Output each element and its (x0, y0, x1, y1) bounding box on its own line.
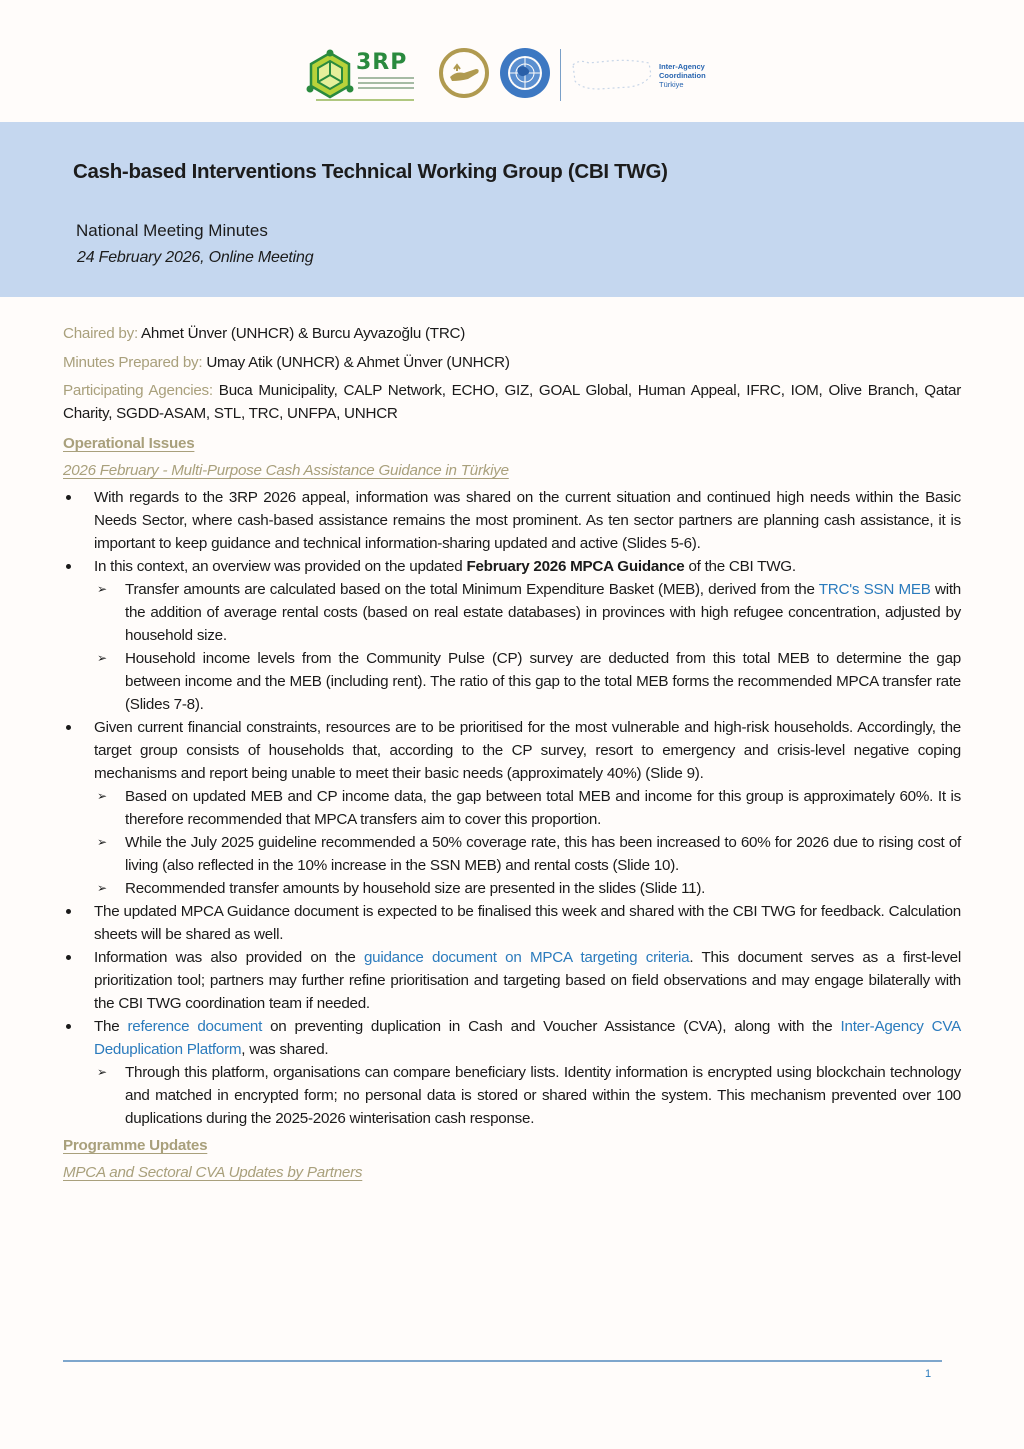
prepared-by-value: Umay Atik (UNHCR) & Ahmet Ünver (UNHCR) (202, 354, 510, 371)
mpca-guidance-sublist (94, 578, 961, 716)
bullet-text: , was shared. (241, 1041, 329, 1058)
sub-bullet-text: Based on updated MEB and CP income data, the gap between total MEB and income for this group is approximately 60%. It is therefore recommended that MPCA transfers aim to cover this proportion. (125, 788, 961, 828)
prepared-by-line (63, 351, 961, 374)
turkiye-map-icon (569, 55, 655, 95)
section-heading-programme-updates: Programme Updates (63, 1137, 208, 1154)
bullet-3rp-appeal (63, 486, 961, 555)
operational-issues-list (63, 486, 961, 1130)
chaired-by-line (63, 322, 961, 345)
bullet-targeting-criteria (63, 946, 961, 1015)
trc-hands-icon (438, 47, 490, 99)
bullet-text: In this context, an overview was provided on the updated (94, 558, 467, 575)
iac-wordmark (659, 62, 706, 89)
bullet-text: . This document serves as a first-level prioritization tool; partners may further refine prioritisation and targeting based on field observations and may engage bilaterally with the CBI TWG coordination team if needed. (94, 949, 961, 1012)
un-logo (496, 46, 554, 105)
iac-line-3: Türkiye (659, 79, 684, 89)
un-emblem-icon (496, 46, 554, 100)
3rp-footer-strip (316, 99, 414, 101)
chaired-by-label: Chaired by: (63, 325, 138, 342)
sub-bullet-text: Household income levels from the Community Pulse (CP) survey are deducted from this total MEB to determine the gap between income and the MEB (including rent). The ratio of this gap to the total MEB forms the recommended MPCA transfer rate (Slides 7-8). (125, 650, 961, 713)
3rp-wordmark: 3RP (356, 50, 408, 75)
bullet-mpca-guidance-overview (63, 555, 961, 716)
bullet-deduplication (63, 1015, 961, 1130)
bullet-text: Information was also provided on the (94, 949, 364, 966)
sub-bullet-platform-details (94, 1061, 961, 1130)
financial-constraints-sublist (94, 785, 961, 900)
bullet-text: Given current financial constraints, resources are to be prioritised for the most vulnerable and high-risk households. Accordingly, the target group consists of households that, according to the CP survey, resort to emergency and crisis-level negative coping mechanisms and report being unable to meet their basic needs (approximately 40%) (Slide 9). (94, 719, 961, 782)
sub-bullet-text: with the addition of average rental costs (based on real estate databases) in provinces with high refugee concentration, adjusted by household size. (125, 581, 962, 644)
bullet-text: on preventing duplication in Cash and Voucher Assistance (CVA), along with the (262, 1018, 841, 1035)
bullet-guidance-finalisation (63, 900, 961, 946)
3rp-logo (306, 44, 422, 106)
subheading-partner-updates: MPCA and Sectoral CVA Updates by Partners (63, 1164, 363, 1181)
logo-bar (306, 42, 726, 108)
inter-agency-coordination-logo (569, 55, 706, 95)
reference-document-link[interactable]: reference document (127, 1018, 263, 1035)
iac-line-1: Inter-Agency (659, 61, 705, 71)
chaired-by-value: Ahmet Ünver (UNHCR) & Burcu Ayvazoğlu (TRC) (137, 325, 466, 342)
trc-ssn-meb-link[interactable]: TRC's SSN MEB (818, 581, 931, 598)
trc-logo (438, 47, 490, 104)
bullet-text: The (94, 1018, 128, 1035)
sub-bullet-text: While the July 2025 guideline recommended a 50% coverage rate, this has been increased to 60% for 2026 due to rising cost of living (also reflected in the 10% increase in the SSN MEB) and rental costs (Slide 10). (125, 834, 961, 874)
sub-bullet-text: Through this platform, organisations can compare beneficiary lists. Identity information is encrypted using blockchain technology and matched in encrypted form; no personal data is stored or shared within the system. This mechanism prevented over 100 duplications during the 2025-2026 winterisation cash response. (125, 1064, 961, 1127)
logo-divider (560, 49, 561, 101)
participating-agencies-label: Participating Agencies: (63, 382, 213, 399)
sub-bullet-transfer-amounts (94, 578, 961, 647)
meeting-date-line: 24 February 2026, Online Meeting (77, 249, 314, 266)
3rp-tagline (358, 77, 414, 92)
sub-bullet-gap-60 (94, 785, 961, 831)
section-heading-operational-issues: Operational Issues (63, 435, 195, 452)
sub-bullet-text: Recommended transfer amounts by household size are presented in the slides (Slide 11). (125, 880, 706, 897)
document-body (63, 322, 961, 1188)
subheading-mpca-guidance: 2026 February - Multi-Purpose Cash Assistance Guidance in Türkiye (63, 462, 509, 479)
3rp-emblem-icon (306, 49, 354, 101)
bullet-financial-constraints (63, 716, 961, 900)
sub-bullet-text: Transfer amounts are calculated based on the total Minimum Expenditure Basket (MEB), derived from the (125, 581, 819, 598)
sub-bullet-transfer-by-household (94, 877, 961, 900)
deduplication-platform-link[interactable]: Inter-Agency CVA Deduplication Platform (94, 1018, 961, 1058)
sub-bullet-coverage-increase (94, 831, 961, 877)
sub-bullet-household-income (94, 647, 961, 716)
targeting-criteria-link[interactable]: guidance document on MPCA targeting criteria (363, 949, 690, 966)
page-number: 1 (925, 1368, 932, 1380)
header-band (0, 122, 1024, 297)
deduplication-sublist (94, 1061, 961, 1130)
participating-agencies-line (63, 380, 961, 425)
iac-line-2: Coordination (659, 70, 706, 80)
bullet-text: With regards to the 3RP 2026 appeal, information was shared on the current situation and continued high needs within the Basic Needs Sector, where cash-based assistance remains the most prominent. As ten sector partners are planning cash assistance, it is important to keep guidance and technical information-sharing updated and active (Slides 5-6). (94, 489, 961, 552)
document-subtitle: National Meeting Minutes (76, 221, 268, 240)
prepared-by-label: Minutes Prepared by: (63, 354, 203, 371)
bullet-text: The updated MPCA Guidance document is expected to be finalised this week and shared with the CBI TWG for feedback. Calculation sheets will be shared as well. (94, 903, 961, 943)
bullet-text: of the CBI TWG. (684, 558, 796, 575)
document-title: Cash-based Interventions Technical Working Group (CBI TWG) (73, 160, 668, 183)
footer-rule (63, 1360, 942, 1362)
mpca-guidance-bold: February 2026 MPCA Guidance (466, 558, 685, 575)
participating-agencies-value: Buca Municipality, CALP Network, ECHO, GIZ, GOAL Global, Human Appeal, IFRC, IOM, Olive Branch, Qatar Charity, SGDD-ASAM, STL, TRC, UNFPA, UNHCR (63, 382, 961, 422)
